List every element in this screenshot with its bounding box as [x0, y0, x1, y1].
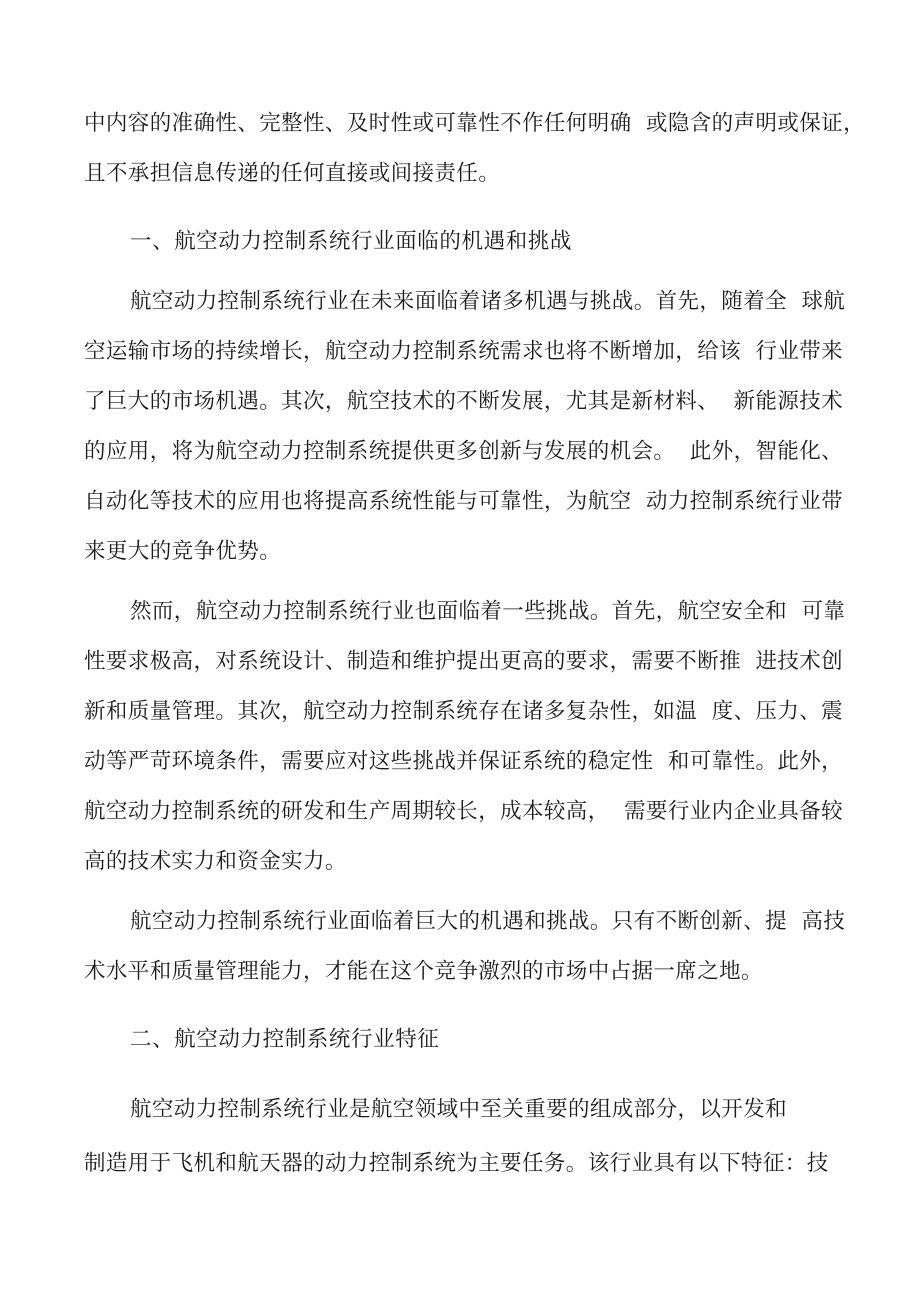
text-line-13: 动等严苛环境条件，需要应对这些挑战并保证系统的稳定性 和可靠性。此外， [84, 749, 844, 774]
text-line-2: 且不承担信息传递的任何直接或间接责任。 [84, 161, 501, 186]
text-line-20: 制造用于飞机和航天器的动力控制系统为主要任务。该行业具有以下特征：技 [84, 1151, 829, 1176]
text-line-6: 了巨大的市场机遇。其次，航空技术的不断发展，尤其是新材料、 新能源技术 [84, 389, 844, 414]
text-line-1: 中内容的准确性、完整性、及时性或可靠性不作任何明确 或隐含的声明或保证， [84, 111, 865, 136]
text-line-4: 航空动力控制系统行业在未来面临着诸多机遇与挑战。首先，随着全 球航 [130, 289, 846, 314]
text-line-12: 新和质量管理。其次，航空动力控制系统存在诸多复杂性，如温 度、压力、震 [84, 699, 844, 724]
text-line-8: 自动化等技术的应用也将提高系统性能与可靠性，为航空 动力控制系统行业带 [84, 489, 844, 514]
text-line-16: 航空动力控制系统行业面临着巨大的机遇和挑战。只有不断创新、提 高技 [130, 909, 846, 934]
section-heading-2: 二、航空动力控制系统行业特征 [130, 1027, 440, 1052]
text-line-17: 术水平和质量管理能力，才能在这个竞争激烈的市场中占据一席之地。 [84, 959, 763, 984]
text-line-11: 性要求极高，对系统设计、制造和维护提出更高的要求，需要不断推 进技术创 [84, 649, 844, 674]
text-line-9: 来更大的竞争优势。 [84, 539, 282, 564]
text-line-15: 高的技术实力和资金实力。 [84, 849, 347, 874]
text-line-19: 航空动力控制系统行业是航空领域中至关重要的组成部分，以开发和 [130, 1097, 788, 1122]
text-line-10: 然而，航空动力控制系统行业也面临着一些挑战。首先，航空安全和 可靠 [130, 599, 846, 624]
text-line-14: 航空动力控制系统的研发和生产周期较长，成本较高， 需要行业内企业具备较 [84, 799, 844, 824]
text-line-5: 空运输市场的持续增长，航空动力控制系统需求也将不断增加，给该 行业带来 [84, 339, 844, 364]
text-line-7: 的应用，将为航空动力控制系统提供更多创新与发展的机会。 此外，智能化、 [84, 439, 844, 464]
section-heading-1: 一、航空动力控制系统行业面临的机遇和挑战 [130, 229, 573, 254]
